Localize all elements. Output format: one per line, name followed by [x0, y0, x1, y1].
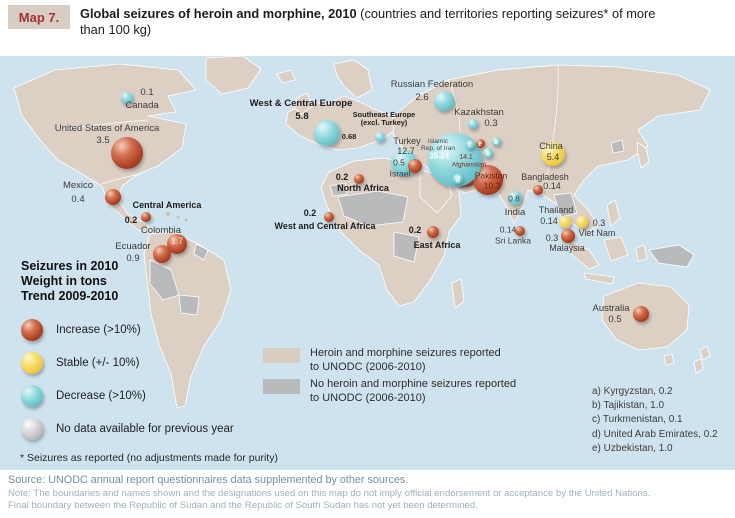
- not_reported-swatch: [263, 379, 300, 394]
- legend-title-line: Seizures in 2010: [21, 259, 119, 273]
- footer: [0, 470, 735, 518]
- value-west-central-europe: 5.8: [295, 110, 309, 122]
- label-russian-federation: Russian Federation: [390, 78, 474, 90]
- value-israel: 0.5: [393, 157, 405, 168]
- sudan-boundary-note: Final boundary between the Republic of Sudan and the Republic of South Sudan has not yet been determined.: [8, 500, 478, 511]
- lettered-country-kyrgyzstan: a) Kyrgyzstan, 0.2: [592, 386, 673, 397]
- value-bangladesh: 0.14: [543, 181, 561, 192]
- area-legend-line: No heroin and morphine seizures reported: [310, 378, 517, 390]
- label-sri-lanka: Sri Lanka: [495, 235, 531, 246]
- lettered-country-list: [592, 385, 718, 456]
- value-russian-federation: 2.6: [415, 91, 429, 103]
- area-legend: [263, 347, 516, 409]
- value-sri-lanka: 0.14: [499, 224, 517, 235]
- label-afghanistan: Afghanistan: [451, 161, 487, 169]
- area-legend-row-reported: [263, 347, 516, 374]
- area-legend-text: [310, 378, 516, 405]
- trend-legend: [21, 259, 234, 445]
- stable-bubble-icon: [21, 352, 43, 374]
- header: [0, 0, 735, 56]
- area-legend-line: to UNODC (2006-2010): [310, 360, 426, 373]
- value-central-america: 0.2: [124, 215, 138, 226]
- lettered-country-uzbekistan: e) Uzbekistan, 1.0: [592, 442, 673, 454]
- page-title-rest: (countries and territories reporting seizures* of more than 100 kg): [80, 6, 656, 37]
- label-israel: Israel: [389, 168, 411, 179]
- label-bangladesh: Bangladesh: [521, 172, 569, 183]
- label-pakistan: Pakistan: [474, 170, 508, 181]
- label-colombia: Colombia: [140, 224, 182, 236]
- bubble-united-arab-emirates: d: [453, 174, 463, 184]
- value-east-africa: 0.2: [408, 225, 422, 236]
- nodata-bubble-icon: [21, 418, 43, 440]
- boundaries-note: Note: The boundaries and names shown and the designations used on this map do not imply official endorsement or acceptance by the United Nations.: [8, 488, 651, 499]
- value-turkey: 12.7: [397, 146, 415, 157]
- area-legend-row-not_reported: [263, 378, 516, 405]
- decrease-bubble-icon: [21, 385, 43, 407]
- label-united-states-of-america: United States of America: [54, 122, 160, 134]
- map-number-tag: Map 7.: [8, 5, 70, 29]
- reported-swatch: [263, 348, 300, 363]
- legend-title-line: Weight in tons: [21, 274, 107, 288]
- area-legend-text: [310, 347, 501, 374]
- value-united-states-of-america: 3.5: [96, 134, 110, 146]
- legend-item-decrease-10: [21, 379, 234, 412]
- value-southeast-europe-excl-turkey: 0.68: [341, 131, 357, 141]
- label-central-america: Central America: [132, 200, 202, 211]
- label-turkey: Turkey: [393, 136, 421, 147]
- label-islamic-rep-of-iran: Islamic Rep. of Iran: [421, 137, 455, 152]
- lettered-country-turkmenistan: c) Turkmenistan, 0.1: [592, 414, 683, 426]
- value-islamic-rep-of-iran: 35.24: [428, 151, 450, 161]
- label-ecuador: Ecuador: [115, 240, 151, 252]
- label-china: China: [539, 141, 563, 152]
- value-pakistan: 10.3: [483, 180, 501, 191]
- legend-title-line: Trend 2009-2010: [21, 289, 119, 303]
- lettered-country-tajikistan: b) Tajikistan, 1.0: [592, 400, 665, 412]
- label-north-africa: North Africa: [337, 183, 389, 194]
- value-malaysia: 0.3: [545, 233, 559, 244]
- trend-legend-items: [21, 313, 234, 445]
- value-mexico: 0.4: [71, 193, 85, 205]
- area-legend-line: Heroin and morphine seizures reported: [310, 347, 501, 359]
- label-australia: Australia: [592, 302, 630, 314]
- seizure-footnote: * Seizures as reported (no adjustments made for purity): [20, 452, 278, 464]
- value-ecuador: 0.9: [126, 252, 140, 264]
- label-west-and-central-africa: West and Central Africa: [274, 221, 376, 232]
- value-thailand: 0.14: [540, 216, 558, 227]
- value-colombia: 1.7: [170, 236, 184, 247]
- legend-item-label: Increase (>10%): [56, 323, 141, 336]
- value-canada: 0.1: [140, 86, 154, 98]
- label-east-africa: East Africa: [413, 240, 461, 251]
- label-malaysia: Malaysia: [549, 243, 585, 254]
- legend-item-increase-10: [21, 313, 234, 346]
- bubble-turkmenistan: c: [466, 140, 475, 149]
- source-note: Source: UNODC annual report questionnaires data supplemented by other sources.: [8, 474, 409, 486]
- label-southeast-europe-excl-turkey: Southeast Europe (excl. Turkey): [352, 110, 416, 127]
- label-thailand: Thailand: [538, 205, 574, 216]
- value-viet-nam: 0.3: [592, 218, 606, 229]
- label-canada: Canada: [125, 99, 159, 111]
- value-afghanistan: 14.1: [459, 154, 473, 162]
- label-viet-nam: Viet Nam: [578, 228, 616, 239]
- label-mexico: Mexico: [62, 179, 94, 191]
- value-australia: 0.5: [608, 313, 622, 325]
- world-map-panel: [0, 56, 735, 470]
- value-north-africa: 0.2: [335, 172, 349, 183]
- bubble-uzbekistan: e: [476, 139, 485, 148]
- page-title-bold: Global seizures of heroin and morphine, 2010: [80, 6, 357, 21]
- legend-item-label: Stable (+/- 10%): [56, 356, 140, 369]
- bubble-kyrgyzstan: a: [492, 137, 501, 146]
- label-west-central-europe: West & Central Europe: [249, 97, 353, 109]
- legend-item-no-data-available-for-previous-year: [21, 412, 234, 445]
- label-india: India: [504, 206, 526, 218]
- legend-item-label: Decrease (>10%): [56, 389, 146, 402]
- value-kazakhstan: 0.3: [484, 117, 498, 129]
- lettered-country-united-arab-emirates: d) United Arab Emirates, 0.2: [592, 428, 718, 440]
- legend-item-stable-10: [21, 346, 234, 379]
- increase-bubble-icon: [21, 319, 43, 341]
- value-india: 0.8: [508, 193, 520, 204]
- value-west-and-central-africa: 0.2: [303, 208, 317, 219]
- area-legend-line: to UNODC (2006-2010): [310, 391, 426, 404]
- label-kazakhstan: Kazakhstan: [454, 106, 504, 118]
- legend-item-label: No data available for previous year: [56, 422, 234, 435]
- page-title: [80, 6, 680, 38]
- value-china: 5.4: [546, 152, 560, 163]
- bubble-tajikistan: b: [483, 148, 493, 158]
